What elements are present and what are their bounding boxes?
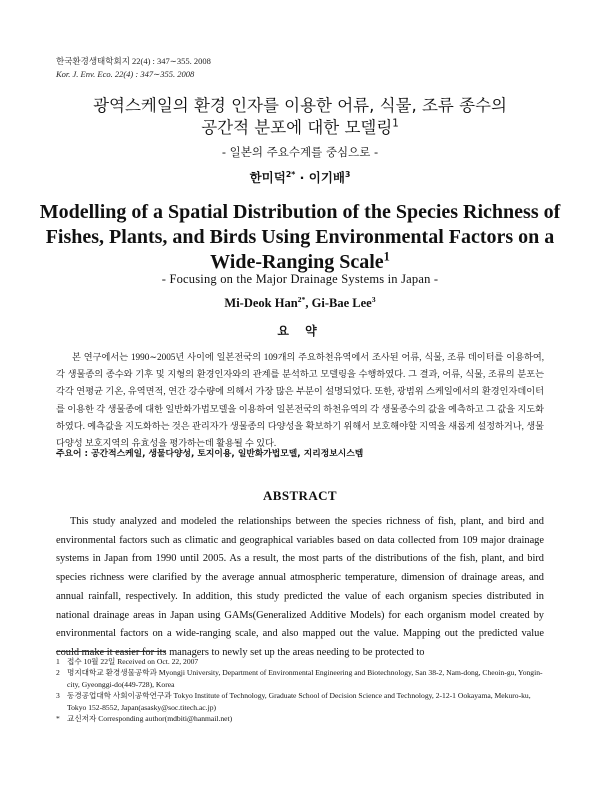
korean-title-line-1: 광역스케일의 환경 인자를 이용한 어류, 식물, 조류 종수의 xyxy=(93,96,507,115)
english-author-2-mark: 3 xyxy=(371,294,376,304)
abstract-heading: ABSTRACT xyxy=(263,488,337,503)
english-author-1: Mi-Deok Han xyxy=(224,296,298,310)
footnote-text: 접수 10월 22일 Received on Oct. 22, 2007 xyxy=(67,657,199,666)
english-subtitle: - Focusing on the Major Drainage Systems in Japan - xyxy=(161,272,439,286)
footnote-mark: 3 xyxy=(56,691,60,701)
footnote-mark: * xyxy=(56,714,60,724)
korean-author-1-mark: 2* xyxy=(285,169,296,179)
korean-abstract-body: 본 연구에서는 1990∼2005년 사이에 일본전국의 109개의 주요하천유역에서 조사된 어류, 식물, 조류 데이터를 이용하여, 각 생물종의 종수와 기후 및 지형의 환경인자와의 관계를 분석하고 모델링을 수행하였다. 그 결과, 어류, 식물, 조류의 분포는 각각 연평균 기온, 유역면적, 연간 강수량에 의해서 가장 많은 부분이 설명되었다. 또한, 광범위 스케일에서의 환경인자데이터를 이용한 각 생물종에 대한 일반화가법모델을 이용하여 일본전국의 하천유역의 각 생물종수의 값을 예측하고 그 값을 지도화하였다. 예측값을 지도화하는 것은 관리자가 생물종의 다양성을 확보하기 위해서 보호해야할 지역을 새롭게 설정하거나, 생물다양성 보호지역의 유효성을 평가하는데 활용될 수 있다. xyxy=(56,352,544,449)
footnote-mark: 2 xyxy=(56,668,60,678)
korean-keywords: 주요어 : 공간적스케일, 생물다양성, 토지이용, 일반화가법모델, 지리정보시스템 xyxy=(56,449,364,459)
english-author-2: Gi-Bae Lee xyxy=(311,296,372,310)
korean-author-separator: · xyxy=(295,170,309,185)
english-title-line-1: Modelling of a Spatial Distribution of the Species Richness of xyxy=(39,201,561,223)
footnotes xyxy=(56,656,546,724)
korean-author-1: 한미덕 xyxy=(249,170,286,185)
english-author-separator: , xyxy=(305,296,312,310)
abstract xyxy=(56,513,544,663)
footnote-text: 교신저자 Corresponding author(mdbiti@hanmail.net) xyxy=(67,714,233,724)
english-title-line-3-text: Wide-Ranging Scale xyxy=(210,251,384,273)
korean-author-2-mark: 3 xyxy=(344,169,351,179)
english-title-footnote-mark: 1 xyxy=(383,249,390,264)
footnote xyxy=(56,713,546,724)
korean-authors xyxy=(0,168,600,186)
footnote-mark: 1 xyxy=(56,657,60,666)
footnote xyxy=(56,667,546,690)
journal-header xyxy=(56,55,211,81)
abstract-body: This study analyzed and modeled the relationships between the species richness of fish, plant, and bird and environmental factors such as climatic and geographical variables based on data collected from 109 major drainage systems in Japan from 1990 until 2005. As a result, the most parts of the distributions of the fish, plant, and bird species richness were clarified by the average annual atmospheric temperature, dimension of drainage areas, and annual rainfall, respectively. In addition, this study predicted the value of each organism species distributed in national drainage areas in Japan using GAMs(Generalized Additive Models) for each organism model created by environmental factors on a wide-ranging scale, and also mapped out the value. Mapping out the predicted value could make it easier for its managers to newly set up the areas needing to be protected to xyxy=(56,516,544,658)
korean-subtitle: - 일본의 주요수계를 중심으로 - xyxy=(221,145,379,159)
footnote xyxy=(56,656,546,667)
korean-abstract xyxy=(56,349,544,452)
footnote-text: 명지대학교 환경생물공학과 Myongji University, Department of Environmental Engineering and Biotechnology, San 38-2, Nam-dong, Cheoin-gu, Yongin-city, Gyeonggi-do(449-728), Korea xyxy=(67,668,543,689)
footnote-text: 동경공업대학 사회이공학연구과 Tokyo Institute of Technology, Graduate School of Decision Science and Technology, 2-12-1 Ookayama, Mekuro-ku, Tokyo 152-8552, Japan(asasky@soc.titech.ac.jp) xyxy=(67,691,531,712)
korean-title-line-2-text: 공간적 분포에 대한 모델링 xyxy=(201,118,393,137)
korean-title-line-2 xyxy=(0,117,600,139)
korean-abstract-heading: 요 약 xyxy=(277,324,323,338)
english-title-line-2: Fishes, Plants, and Birds Using Environmental Factors on a xyxy=(45,226,555,248)
journal-citation-english: Kor. J. Env. Eco. 22(4) : 347∼355. 2008 xyxy=(56,69,195,79)
korean-author-2: 이기배 xyxy=(308,170,345,185)
journal-citation-korean: 한국환경생태학회지 22(4) : 347∼355. 2008 xyxy=(56,56,211,66)
english-authors xyxy=(0,296,600,311)
footnote xyxy=(56,690,546,713)
footnote-divider xyxy=(56,651,166,652)
korean-title-footnote-mark: 1 xyxy=(392,118,399,130)
english-author-1-mark: 2* xyxy=(297,294,306,304)
english-title xyxy=(0,200,600,275)
